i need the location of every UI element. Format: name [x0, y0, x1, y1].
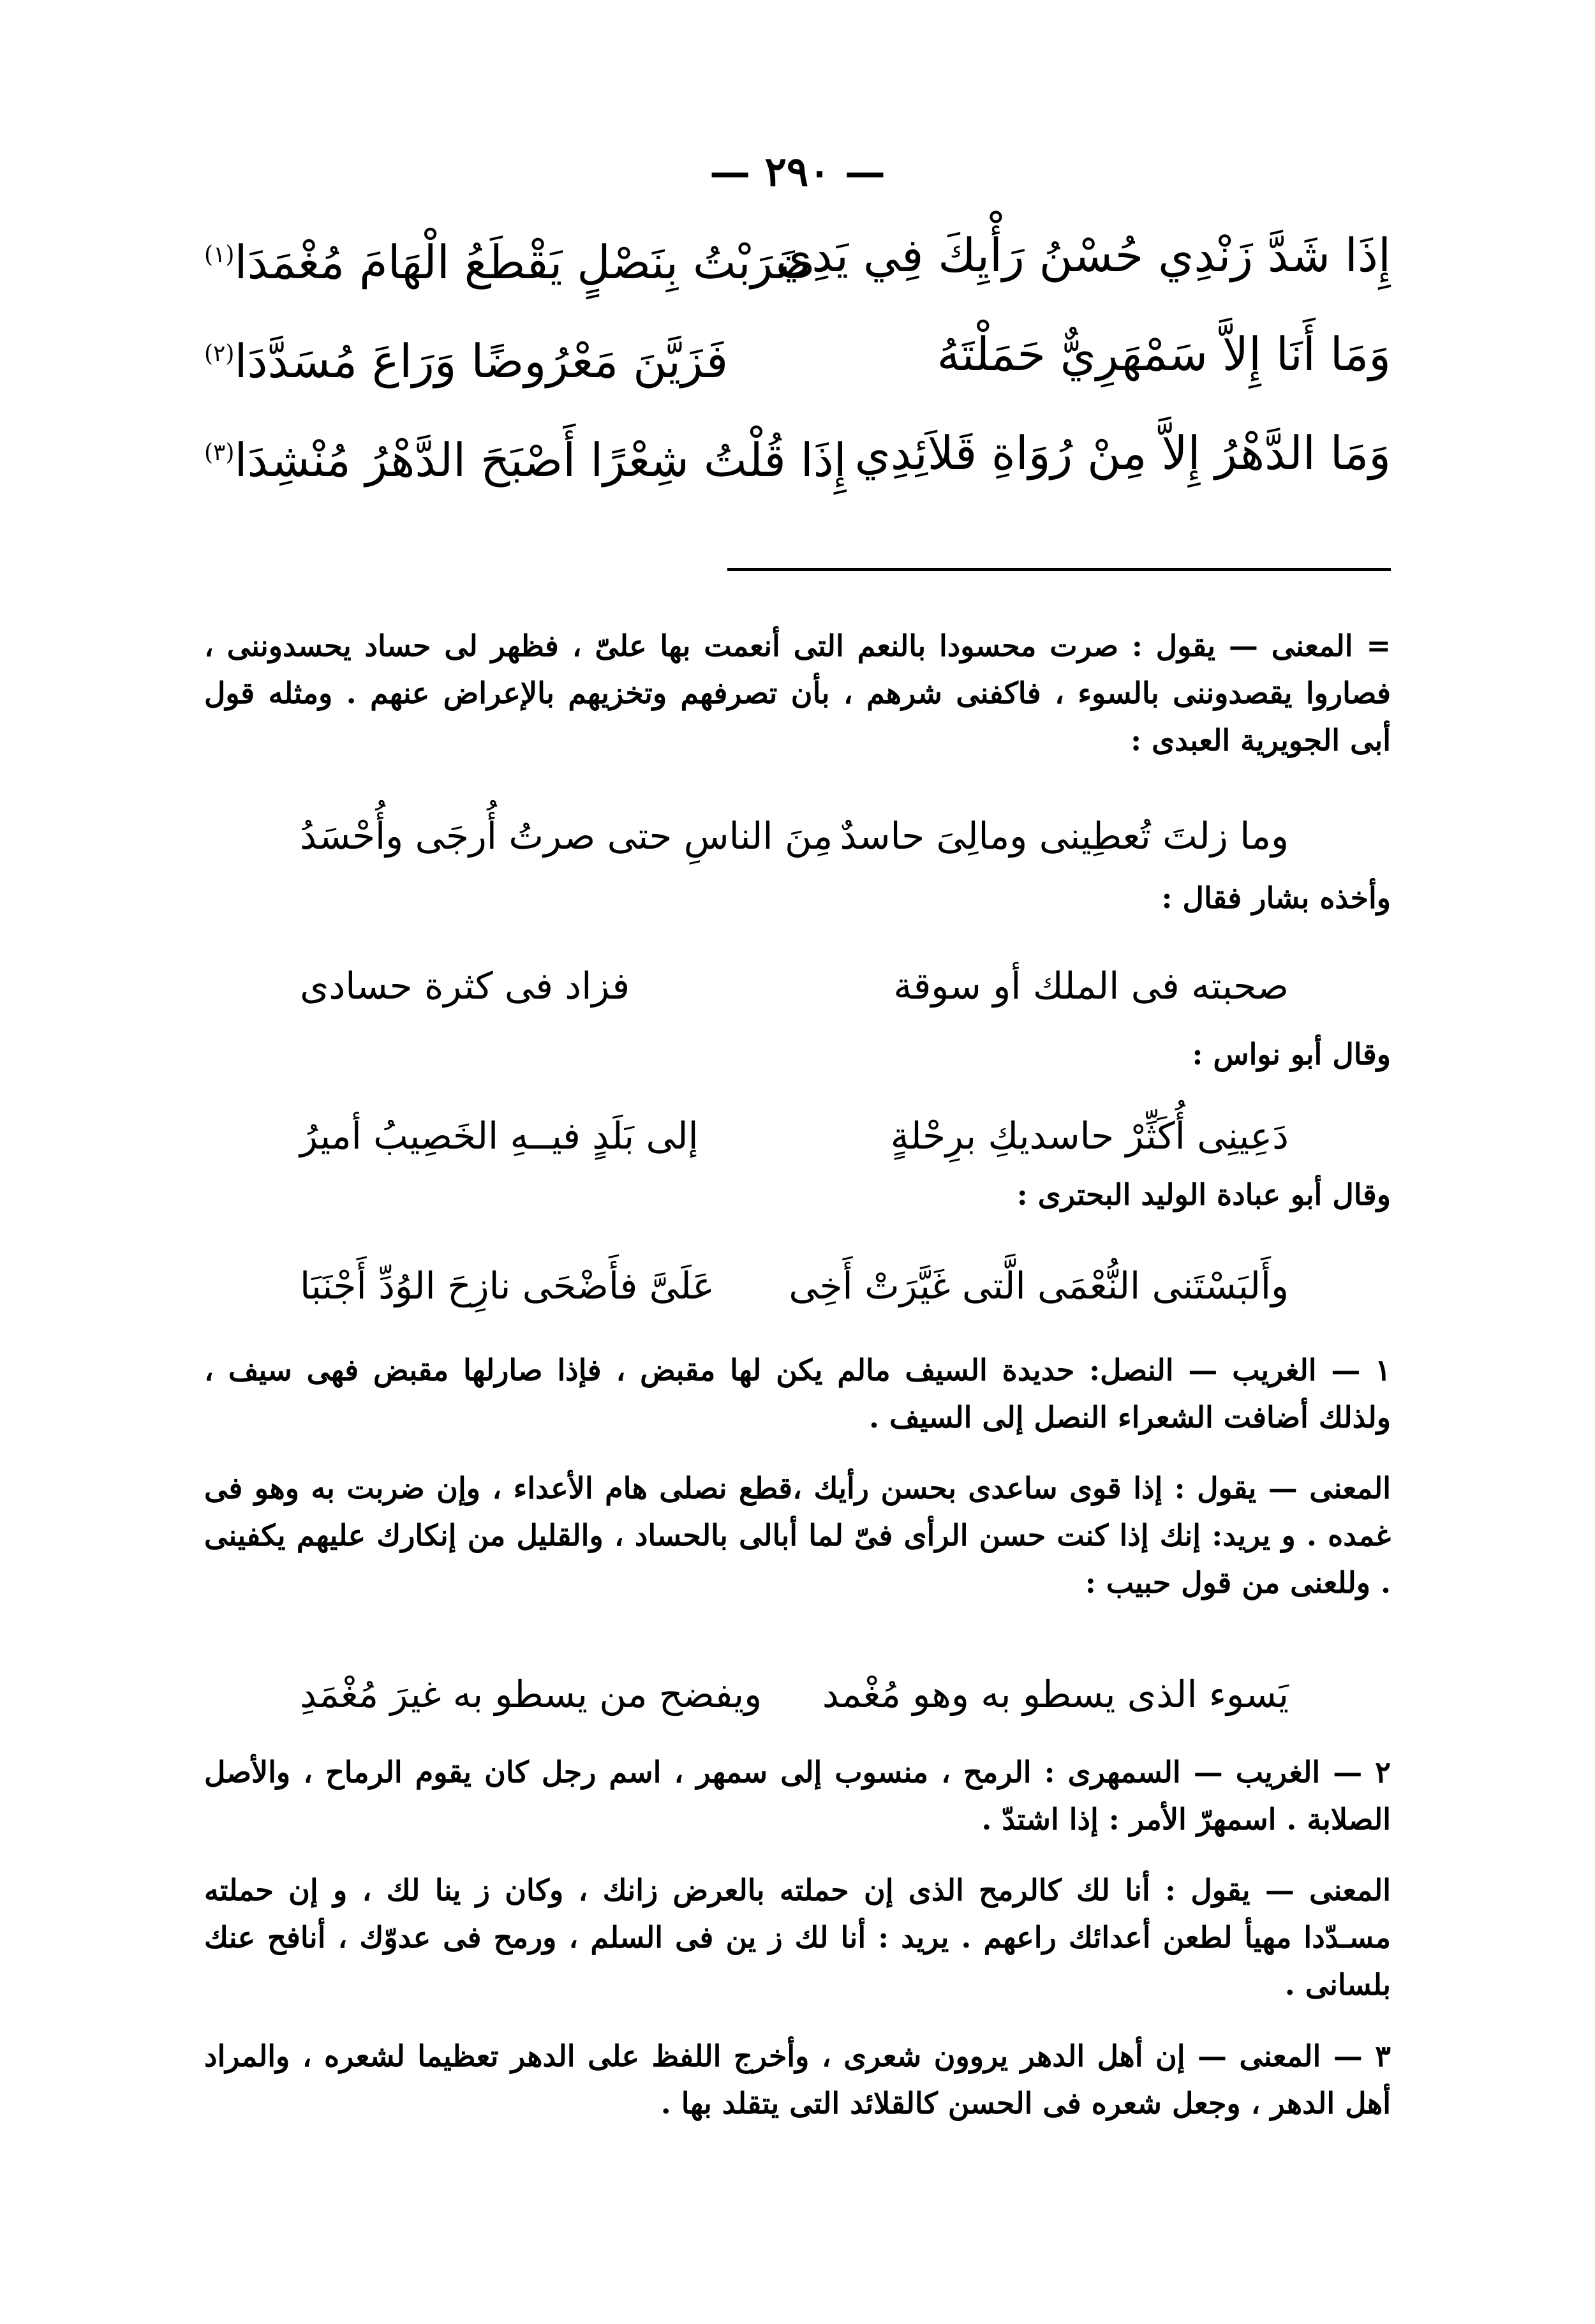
- footnote-3-meaning: ٣ — المعنى — إن أهل الدهر يروون شعرى ، وأخرج اللفظ على الدهر تعظيما لشعره ، والمراد أهل الدهر ، وجعل شعره فى الحسن كالقلائد التى يتقلد بها .: [204, 2039, 1391, 2120]
- quoted-verse-5-right: يَسوء الذى يسطو به وهو مُغْمد: [822, 1672, 1289, 1716]
- quoted-verse-2-right: صحبته فى الملك أو سوقة: [893, 964, 1289, 1008]
- intro-bashshar: وأخذه بشار فقال :: [1161, 881, 1391, 915]
- verse-1-first-hemistich: إِذَا شَدَّ زَنْدِي حُسْنُ رَأْيِكَ فِي يَدِي: [775, 228, 1391, 282]
- verse-2-second-hemistich: [204, 309, 728, 406]
- quoted-verse-4-right: وأَلبَسْتَنى النُّعْمَى الَّتى غَيَّرَتْ أَخِى: [789, 1264, 1289, 1307]
- footnote-1-gloss: ١ — الغريب — النصل: حديدة السيف مالم يكن لها مقبض ، فإذا صارلها مقبض فهى سيف ، ولذلك أضافت الشعراء النصل إلى السيف .: [204, 1353, 1391, 1434]
- quoted-verse-abu-nuwas: [204, 1101, 1391, 1171]
- intro-abu-nuwas: وقال أبو نواس :: [1192, 1037, 1391, 1071]
- quoted-verse-2-left: فزاد فى كثرة حسادى: [300, 964, 630, 1008]
- intro-buhturi: وقال أبو عبادة الوليد البحترى :: [1016, 1177, 1391, 1212]
- page-number: — ٢٩٠ —: [709, 148, 886, 196]
- quoted-verse-habib: [204, 1659, 1391, 1729]
- footnote-marker-3: (٣): [204, 440, 235, 466]
- quoted-verse-3-right: دَعِينِى أُكَثِّرْ حاسديكِ برِحْلةٍ: [890, 1114, 1289, 1158]
- verse-2-first-hemistich: وَمَا أَنَا إِلاَّ سَمْهَرِيٌّ حَمَلْتَهُ: [937, 327, 1391, 381]
- verse-1-text: ضَرَبْتُ بِنَصْلٍ يَقْطَعُ الْهَامَ مُغْمَدَا: [234, 235, 815, 289]
- commentary-meaning-paragraph: = المعنى — يقول : صرت محسودا بالنعم التى أنعمت بها علىّ ، فظهر لى حساد يحسدوننى ، فصاروا يقصدوننى بالسوء ، فاكفنى شرهم ، بأن تصرفهم وتخزيهم بالإعراض عنهم . ومثله قول أبى الجويرية العبدى :: [204, 629, 1391, 757]
- footnote-2-gloss: ٢ — الغريب — السمهرى : الرمح ، منسوب إلى سمهر ، اسم رجل كان يقوم الرماح ، والأصل الصلابة . اسمهرّ الأمر : إذا اشتدّ .: [204, 1755, 1391, 1836]
- verse-3-first-hemistich: وَمَا الدَّهْرُ إِلاَّ مِنْ رُوَاةِ قَلاَئِدِي: [854, 426, 1391, 480]
- verse-1-second-hemistich: [204, 211, 815, 307]
- quoted-verse-abi-aljuwayriya: [204, 801, 1391, 871]
- poem-verse-2: [204, 309, 1391, 399]
- verse-3-second-hemistich: [204, 408, 847, 505]
- footnote-marker-1: (١): [204, 242, 235, 268]
- poem-verse-3: [204, 408, 1391, 498]
- separator-rule: [727, 568, 1391, 571]
- quoted-verse-5-left: ويفضح من يسطو به غيرَ مُغْمَدِ: [300, 1672, 762, 1716]
- quoted-verse-1-right: وما زلتَ تُعطِينى ومالِىَ حاسدٌ: [840, 814, 1289, 858]
- verse-3-text: إِذَا قُلْتُ شِعْرًا أَصْبَحَ الدَّهْرُ مُنْشِدَا: [234, 433, 847, 487]
- footnote-1-meaning: المعنى — يقول : إذا قوى ساعدى بحسن رأيك ،قطع نصلى هام الأعداء ، وإن ضربت به وهو فى غمده . و يريد: إنك إذا كنت حسن الرأى فىّ لما أبالى بالحساد ، والقليل من إنكارك عليهم يكفينى . وللعنى من قول حبيب :: [204, 1471, 1391, 1600]
- quoted-verse-buhturi: [204, 1251, 1391, 1321]
- footnote-marker-2: (٢): [204, 341, 235, 367]
- quoted-verse-bashshar: [204, 951, 1391, 1021]
- quoted-verse-4-left: عَلَىَّ فأَضْحَى نازِحَ الوُدِّ أَجْنَبَا: [300, 1264, 715, 1307]
- quoted-verse-3-left: إلى بَلَدٍ فيــهِ الخَصِيبُ أميرُ: [300, 1114, 699, 1158]
- quoted-verse-1-left: مِنَ الناسِ حتى صرتُ أُرجَى وأُحْسَدُ: [300, 814, 833, 858]
- footnote-2-meaning: المعنى — يقول : أنا لك كالرمح الذى إن حملته بالعرض زانك ، وكان ز ينا لك ، و إن حملته مسـدّدا مهيأ لطعن أعدائك راعهم . يريد : أنا لك ز ين فى السلم ، ورمح فى عدوّك ، أنافح عنك بلسانى .: [204, 1873, 1391, 2002]
- verse-2-text: فَزَيَّنَ مَعْرُوضًا وَرَاعَ مُسَدَّدَا: [234, 334, 729, 388]
- poem-verse-1: [204, 211, 1391, 300]
